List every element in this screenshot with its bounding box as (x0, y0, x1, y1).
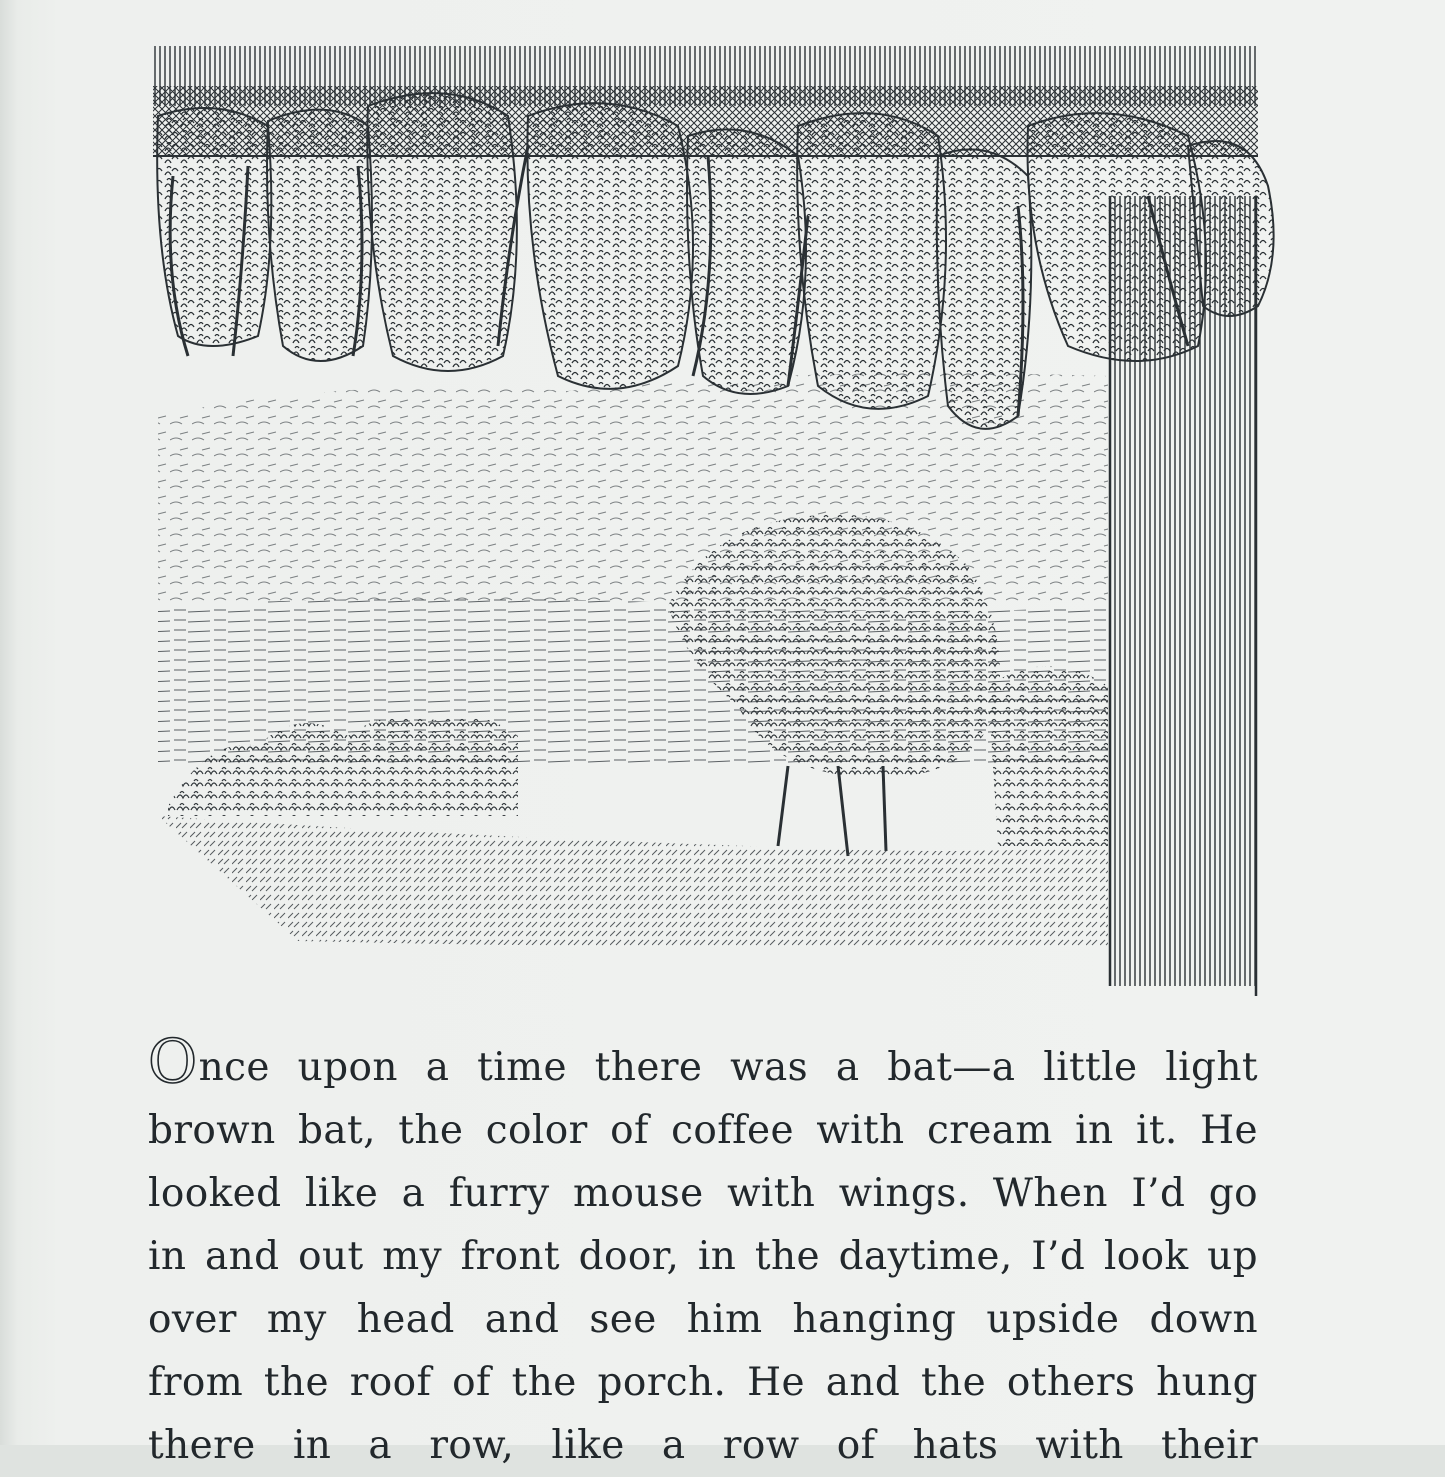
story-text (148, 1027, 1258, 1477)
story-line-2: brown bat, the color of coffee with cream in it. He (148, 1108, 1258, 1153)
story-line-7: there in a row, like a row of hats with their (148, 1423, 1258, 1468)
story-line-5: over my head and see him hanging upside down (148, 1297, 1258, 1342)
story-line-3: looked like a furry mouse with wings. When I’d go (148, 1171, 1258, 1216)
story-line-1: Once upon a time there was a bat—a little light (148, 1027, 1258, 1097)
story-line-4: in and out my front door, in the daytime, I’d look up (148, 1234, 1258, 1279)
story-line-6: from the roof of the porch. He and the others hung (148, 1360, 1258, 1405)
drop-cap: O (148, 1027, 198, 1097)
bats-illustration (148, 46, 1288, 1006)
